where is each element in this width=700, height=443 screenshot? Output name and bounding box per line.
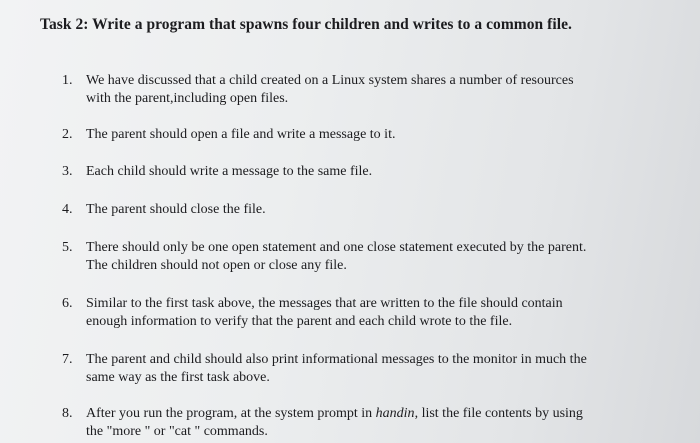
list-item-8 (62, 405, 662, 441)
item-number: 5. (62, 240, 73, 255)
item-text: Similar to the first task above, the messages that are written to the file should contain enough information to verify that the parent and each child wrote to the file. (86, 296, 563, 329)
item-number: 7. (62, 352, 73, 367)
item-text-part: After you run the program, at the system prompt in (86, 406, 376, 421)
item-number: 2. (62, 127, 73, 142)
list-item-7 (62, 351, 662, 387)
list-item-1 (62, 72, 662, 108)
item-text: We have discussed that a child created on a Linux system shares a number of resources with the parent,including open files. (86, 73, 574, 106)
item-text: There should only be one open statement and one close statement executed by the parent. The children should not open or close any file. (86, 240, 587, 273)
item-text: The parent and child should also print informational messages to the monitor in much the same way as the first task above. (86, 352, 587, 385)
item-number: 8. (62, 406, 73, 421)
handin-emphasis: handin (375, 406, 415, 421)
item-text: The parent should close the file. (86, 202, 266, 217)
item-text: Each child should write a message to the same file. (86, 164, 373, 179)
item-text: The parent should open a file and write a message to it. (86, 127, 396, 142)
item-number: 3. (62, 164, 73, 179)
task-title: Task 2: Write a program that spawns four children and writes to a common file. (40, 16, 572, 33)
item-number: 6. (62, 296, 73, 311)
item-text (86, 405, 662, 441)
item-number: 1. (62, 73, 73, 88)
list-item-5 (62, 239, 662, 275)
item-number: 4. (62, 202, 73, 217)
list-item-6 (62, 295, 662, 331)
list-item-3 (62, 163, 662, 181)
list-item-2 (62, 126, 662, 144)
item-text-part: , list the file contents by using the "more " or "cat " commands. (86, 406, 583, 439)
list-item-4 (62, 201, 662, 219)
